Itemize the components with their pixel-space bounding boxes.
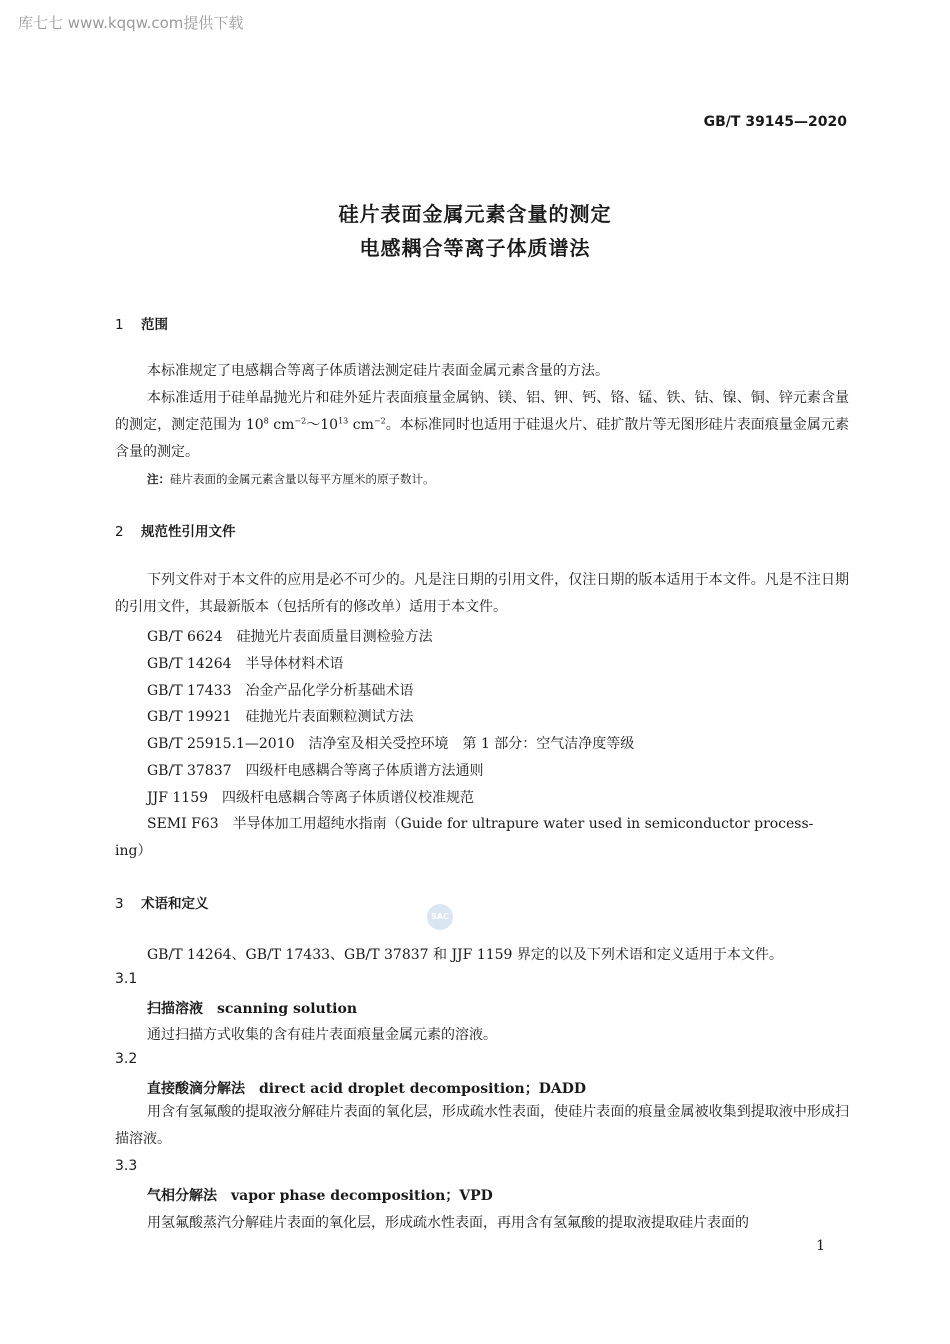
reference-item: GB/T 17433 冶金产品化学分析基础术语 xyxy=(147,683,414,699)
section-3-heading xyxy=(115,892,209,912)
term-entry: 直接酸滴分解法 direct acid droplet decomposition；DADD xyxy=(147,1081,586,1097)
document-title-line1: 硅片表面金属元素含量的测定 xyxy=(338,202,612,226)
page-number: 1 xyxy=(816,1238,825,1254)
standard-code: GB/T 39145—2020 xyxy=(703,114,847,130)
reference-item: GB/T 14264 半导体材料术语 xyxy=(147,656,344,672)
scope-paragraph-2: 本标准适用于硅单晶抛光片和硅外延片表面痕量金属钠、镁、铝、钾、钙、铬、锰、铁、钴、镍、铜、锌元素含量的测定，测定范围为 $10^8$ $cm^{-2}\sim 10^{13}$ $cm^{-2}$。本标准同时也适用于硅退火片、硅扩散片等无图形硅片表面痕量金属元素含量的测定。 xyxy=(115,390,849,460)
section-number: 1 xyxy=(115,317,124,333)
scope-note: 注：硅片表面的金属元素含量以每平方厘米的原子数计。 xyxy=(147,472,435,486)
clause-number: 3.2 xyxy=(115,1051,138,1067)
terms-intro: GB/T 14264、GB/T 17433、GB/T 37837 和 JJF 1159 界定的以及下列术语和定义适用于本文件。 xyxy=(147,947,783,963)
reference-item: GB/T 6624 硅抛光片表面质量目测检验方法 xyxy=(147,629,433,645)
watermark-text: 库七七 www.kqqw.com提供下载 xyxy=(18,14,244,32)
section-1-heading xyxy=(115,313,168,333)
term-definition: 用含有氢氟酸的提取液分解硅片表面的氧化层，形成疏水性表面，使硅片表面的痕量金属被收集到提取液中形成扫描溶液。 xyxy=(115,1104,849,1147)
term-entry: 扫描溶液 scanning solution xyxy=(147,1001,358,1017)
reference-item: GB/T 25915.1—2010 洁净室及相关受控环境 第 1 部分：空气洁净度等级 xyxy=(147,736,635,752)
clause-number: 3.1 xyxy=(115,971,138,987)
sac-logo-watermark: SAC xyxy=(427,904,453,930)
scope-paragraph-1: 本标准规定了电感耦合等离子体质谱法测定硅片表面金属元素含量的方法。 xyxy=(147,363,609,379)
section-2-heading xyxy=(115,520,236,540)
reference-item-wrap: ing） xyxy=(115,843,152,859)
section-title: 术语和定义 xyxy=(141,896,209,912)
term-definition: 用氢氟酸蒸汽分解硅片表面的氧化层，形成疏水性表面，再用含有氢氟酸的提取液提取硅片表面的 xyxy=(147,1215,749,1231)
section-number: 3 xyxy=(115,896,124,912)
section-number: 2 xyxy=(115,524,124,540)
reference-item: SEMI F63 半导体加工用超纯水指南（Guide for ultrapure water used in semiconductor process- xyxy=(147,816,814,832)
document-title-line2: 电感耦合等离子体质谱法 xyxy=(359,236,591,260)
references-intro: 下列文件对于本文件的应用是必不可少的。凡是注日期的引用文件，仅注日期的版本适用于本文件。凡是不注日期的引用文件，其最新版本（包括所有的修改单）适用于本文件。 xyxy=(115,572,849,615)
term-entry: 气相分解法 vapor phase decomposition；VPD xyxy=(147,1188,493,1204)
reference-item: GB/T 19921 硅抛光片表面颗粒测试方法 xyxy=(147,709,414,725)
term-definition: 通过扫描方式收集的含有硅片表面痕量金属元素的溶液。 xyxy=(147,1027,497,1043)
reference-item: GB/T 37837 四级杆电感耦合等离子体质谱方法通则 xyxy=(147,763,484,779)
section-title: 规范性引用文件 xyxy=(141,524,236,540)
clause-number: 3.3 xyxy=(115,1158,138,1174)
reference-item: JJF 1159 四级杆电感耦合等离子体质谱仪校准规范 xyxy=(147,790,475,806)
section-title: 范围 xyxy=(141,317,168,333)
